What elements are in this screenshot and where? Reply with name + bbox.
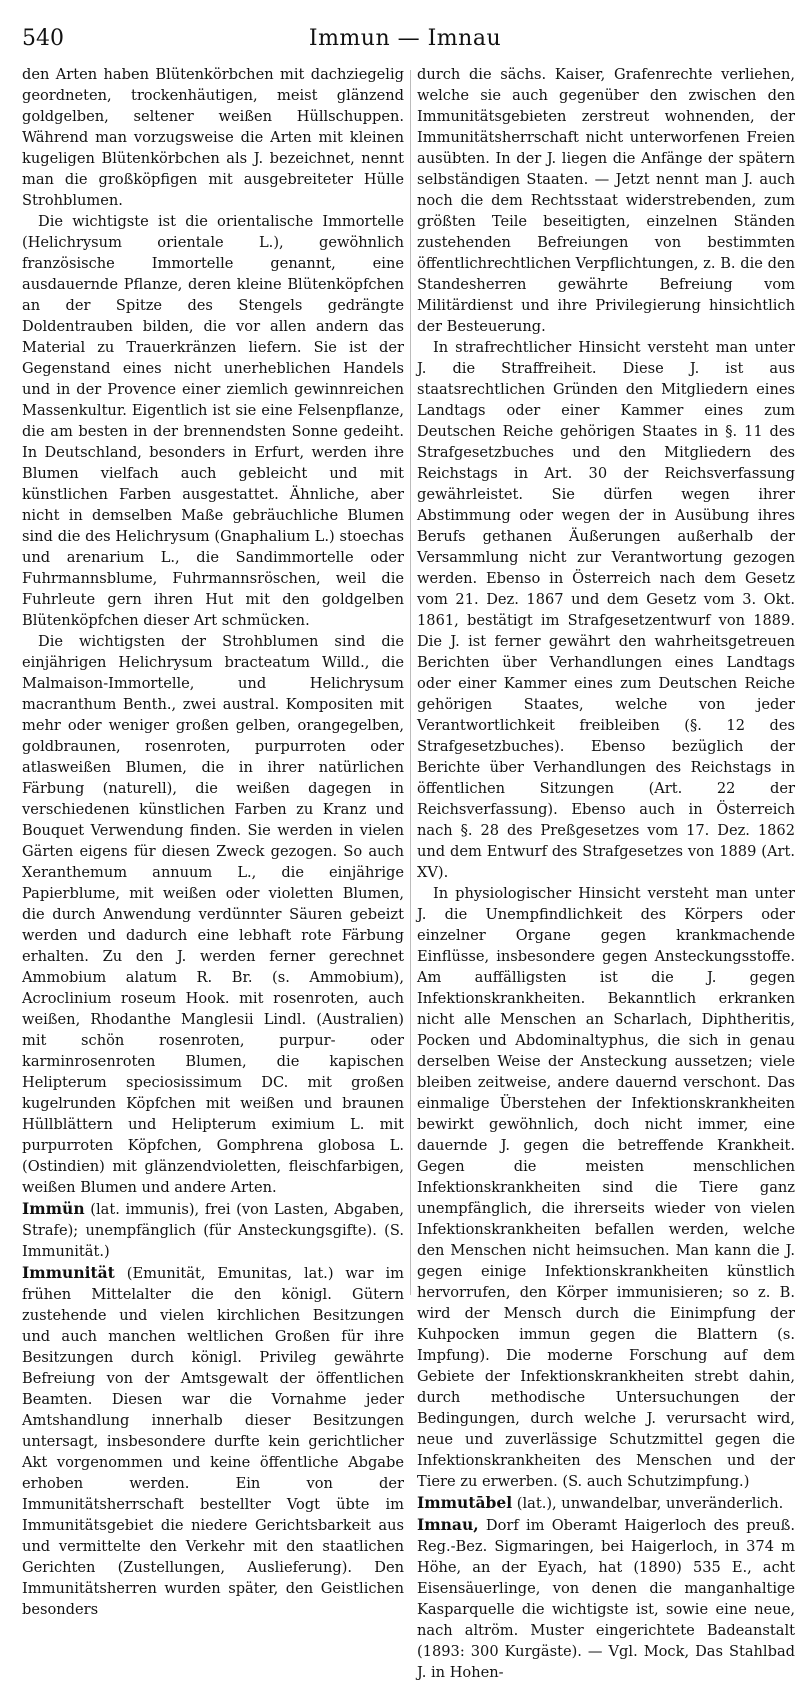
- dictionary-entry-imnau: [417, 1514, 795, 1683]
- paragraph: den Arten haben Blütenkörbchen mit dachziegelig geordneten, trockenhäutigen, meist glänzend goldgelben, seltener weißen Hüllschuppen. Während man vorzugsweise die Arten mit kleinen kugeligen Blütenkörbchen als J. bezeichnet, nennt man die großköpfigen mit ausgebreiteter Hülle Strohblumen.: [22, 66, 404, 209]
- headword: Imnau,: [417, 1515, 479, 1534]
- page-header: [22, 18, 788, 58]
- headword: Immün: [22, 1199, 85, 1218]
- entry-text: (Emunität, Emunitas, lat.) war im frühen Mittelalter die den königl. Gütern zustehende und vielen kirchlichen Besitzungen und auch manchen weltlichen Großen für ihre Besitzungen durch königl. Privileg gewährte Befreiung von der Amtsgewalt der öffentlichen Beamten. Diesen war die Vornahme jeder Amtshandlung innerhalb dieser Besitzungen untersagt, insbesondere durfte kein gerichtlicher Akt vorgenommen und keine öffentliche Abgabe erhoben werden. Ein von der Immunitätsherrschaft bestellter Vogt übte im Immunitätsgebiet die niedere Gerichtsbarkeit aus und vermittelte den Verkehr mit den staatlichen Gerichten (Zustellungen, Auslieferung). Den Immunitätsherren wurden später, den Geistlichen besonders: [22, 1265, 405, 1618]
- paragraph: In physiologischer Hinsicht versteht man unter J. die Unempfindlichkeit des Körpers oder einzelner Organe gegen krankmachende Einflüsse, insbesondere gegen Ansteckungsstoffe. Am auffälligsten ist die J. gegen Infektionskrankheiten. Bekanntlich erkranken nicht alle Menschen an Scharlach, Diphtheritis, Pocken und Abdominaltyphus, die sich in genau derselben Weise der Ansteckung aussetzen; viele bleiben zeitweise, andere dauernd verschont. Das einmalige Überstehen der Infektionskrankheiten bewirkt gewöhnlich, doch nicht immer, eine dauernde J. gegen die betreffende Krankheit. Gegen die meisten menschlichen Infektionskrankheiten sind die Tiere ganz unempfänglich, die ihrerseits wieder von vielen Infektionskrankheiten befallen werden, welche den Menschen nicht heimsuchen. Man kann die J. gegen einige Infektionskrankheiten künstlich hervorrufen, den Körper immunisieren; so z. B. wird der Mensch durch die Einimpfung der Kuhpocken immun gegen die Blattern (s. Impfung). Die moderne Forschung auf dem Gebiete der Infektionskrankheiten strebt dahin, durch methodische Untersuchungen der Bedingungen, durch welche J. verursacht wird, neue und zuverlässige Schutzmittel gegen die Infektionskrankheiten des Menschen und der Tiere zu erwerben. (S. auch Schutzimpfung.): [417, 885, 795, 1490]
- running-head: Immun — Imnau: [308, 25, 502, 51]
- right-column: [417, 64, 796, 1681]
- paragraph: Die wichtigsten der Strohblumen sind die einjährigen Helichrysum bracteatum Willd., die Malmaison-Immortelle, und Helichrysum macranthum Benth., zwei austral. Kompositen mit mehr oder weniger großen gelben, orangegelben, goldbraunen, rosenroten, purpurroten oder atlasweißen Blumen, die in ihrer natürlichen Färbung (naturell), die weißen dagegen in verschiedenen künstlichen Farben zu Kranz und Bouquet Verwendung finden. Sie werden in vielen Gärten eigens für diesen Zweck gezogen. So auch Xeranthemum annuum L., die einjährige Papierblume, mit weißen oder violetten Blumen, die durch Anwendung verdünnter Säuren gebeizt werden und dadurch eine lebhaft rote Färbung erhalten. Zu den J. werden ferner gerechnet Ammobium alatum R. Br. (s. Ammobium), Acroclinium roseum Hook. mit rosenroten, auch weißen, Rhodanthe Manglesii Lindl. (Australien) mit schön rosenroten, purpur- oder karminrosenroten Blumen, die kapischen Helipterum speciosissimum DC. mit großen kugelrunden Köpfchen mit weißen und braunen Hüllblättern und Helipterum eximium L. mit purpurroten Köpfchen, Gomphrena globosa L. (Ostindien) mit glänzendvioletten, fleischfarbigen, weißen Blumen und andere Arten.: [22, 633, 404, 1196]
- left-column: [22, 64, 405, 1618]
- column-divider: [410, 70, 411, 1295]
- entry-text: (lat.), unwandelbar, unveränderlich.: [516, 1495, 784, 1512]
- headword: Immunität: [22, 1263, 115, 1282]
- headword: Immutābel: [417, 1493, 513, 1512]
- entry-text: (lat. immunis), frei (von Lasten, Abgaben, Strafe); unempfänglich (für Ansteckungsgifte). (S. Immunität.): [22, 1201, 405, 1260]
- dictionary-entry-immunitaet: [22, 1262, 404, 1620]
- paragraph: durch die sächs. Kaiser, Grafenrechte verliehen, welche sie auch gegenüber den zwischen den Immunitätsgebieten zerstreut wohnenden, der Immunitätsherrschaft nicht unterworfenen Freien ausübten. In der J. liegen die Anfänge der spätern selbständigen Staaten. — Jetzt nennt man J. auch noch die dem Rechtsstaat widerstrebenden, zum größten Teile beseitigten, einzelnen Ständen zustehenden Befreiungen von bestimmten öffentlichrechtlichen Verpflichtungen, z. B. die den Standesherren gewährte Befreiung vom Militärdienst und ihre Privilegierung hinsichtlich der Besteuerung.: [417, 66, 795, 335]
- paragraph: In strafrechtlicher Hinsicht versteht man unter J. die Straffreiheit. Diese J. ist aus staatsrechtlichen Gründen den Mitgliedern eines Landtags oder einer Kammer eines zum Deutschen Reiche gehörigen Staates in §. 11 des Strafgesetzbuches und den Mitgliedern des Reichstags in Art. 30 der Reichsverfassung gewährleistet. Sie dürfen wegen ihrer Abstimmung oder wegen der in Ausübung ihres Berufs gethanen Äußerungen außerhalb der Versammlung nicht zur Verantwortung gezogen werden. Ebenso in Österreich nach dem Gesetz vom 21. Dez. 1867 und dem Gesetz vom 3. Okt. 1861, bestätigt im Strafgesetzentwurf von 1889. Die J. ist ferner gewährt den wahrheitsgetreuen Berichten über Verhandlungen eines Landtags oder einer Kammer eines zum Deutschen Reiche gehörigen Staates, welche von jeder Verantwortlichkeit freibleiben (§. 12 des Strafgesetzbuches). Ebenso bezüglich der Berichte über Verhandlungen des Reichstags in öffentlichen Sitzungen (Art. 22 der Reichsverfassung). Ebenso auch in Österreich nach §. 28 des Preßgesetzes vom 17. Dez. 1862 und dem Entwurf des Strafgesetzes von 1889 (Art. XV).: [417, 339, 795, 881]
- dictionary-entry-immuen: [22, 1198, 404, 1262]
- page-number: 540: [22, 25, 64, 51]
- dictionary-entry-immutabel: [417, 1492, 795, 1514]
- entry-text: Dorf im Oberamt Haigerloch des preuß. Reg.-Bez. Sigmaringen, bei Haigerloch, in 374 m Höhe, an der Eyach, hat (1890) 535 E., acht Eisensäuerlinge, von denen die manganhaltige Kasparquelle die wichtigste ist, sowie eine neue, nach altröm. Muster eingerichtete Badeanstalt (1893: 300 Kurgäste). — Vgl. Mock, Das Stahlbad J. in Hohen-: [417, 1517, 796, 1681]
- paragraph: Die wichtigste ist die orientalische Immortelle (Helichrysum orientale L.), gewöhnlich französische Immortelle genannt, eine ausdauernde Pflanze, deren kleine Blütenköpfchen an der Spitze des Stengels gedrängte Doldentrauben bilden, die vor allen andern das Material zu Trauerkränzen liefern. Sie ist der Gegenstand eines nicht unerheblichen Handels und in der Provence einer ziemlich gewinnreichen Massenkultur. Eigentlich ist sie eine Felsenpflanze, die am besten in der brennendsten Sonne gedeiht. In Deutschland, besonders in Erfurt, werden ihre Blumen vielfach auch gebleicht und mit künstlichen Farben ausgestattet. Ähnliche, aber nicht in demselben Maße gebräuchliche Blumen sind die des Helichrysum (Gnaphalium L.) stoechas und arenarium L., die Sandimmortelle oder Fuhrmannsblume, Fuhrmannsröschen, weil die Fuhrleute gern ihren Hut mit den goldgelben Blütenköpfchen dieser Art schmücken.: [22, 213, 404, 629]
